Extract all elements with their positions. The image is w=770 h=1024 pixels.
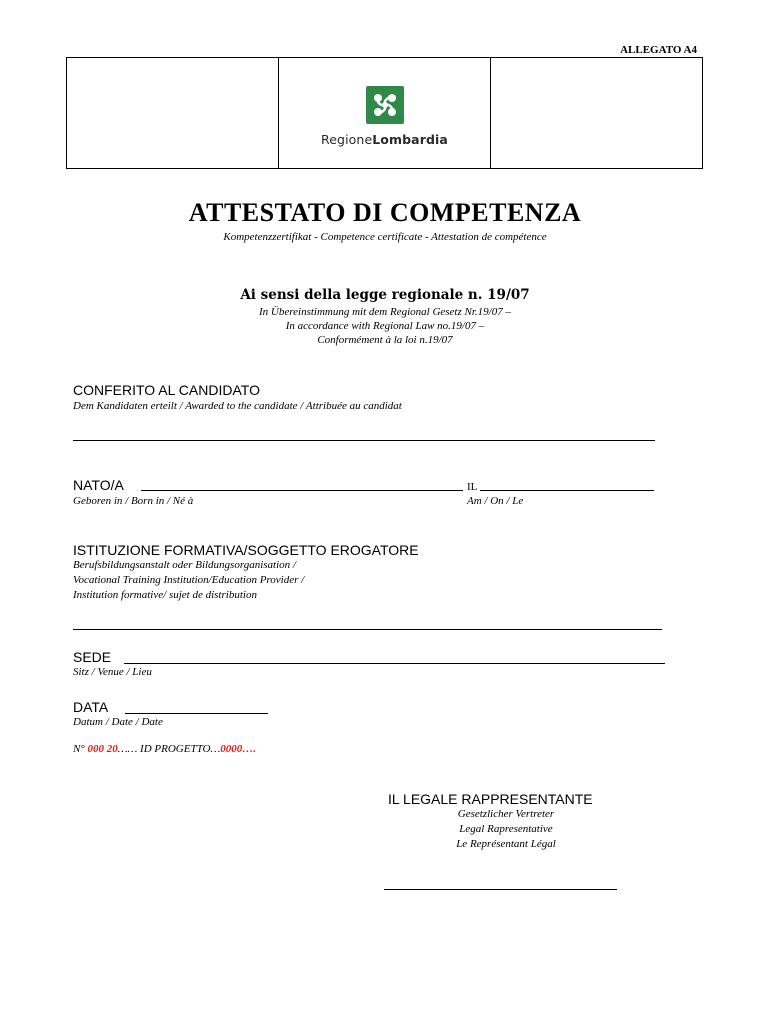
istituzione-label: ISTITUZIONE FORMATIVA/SOGGETTO EROGATORE	[73, 542, 419, 558]
header-table	[66, 57, 703, 169]
legale-note-fr: Le Représentant Légal	[456, 838, 556, 850]
page-title: ATTESTATO DI COMPETENZA	[188, 198, 582, 227]
rosa-camuna-icon	[366, 86, 404, 124]
nato-note: Geboren in / Born in / Né à	[73, 495, 194, 507]
allegato-label: ALLEGATO A4	[620, 44, 697, 56]
institution-line[interactable]	[73, 629, 662, 630]
header-cell-right	[491, 58, 702, 168]
certificate-number	[73, 743, 256, 755]
logo-wordmark	[321, 132, 448, 147]
data-line[interactable]	[125, 713, 268, 714]
sede-line[interactable]	[124, 663, 665, 664]
header-cell-center	[279, 58, 491, 168]
logo-text-bold: Lombardia	[372, 132, 448, 147]
sede-label: SEDE	[73, 649, 112, 665]
istituzione-note-en: Vocational Training Institution/Education Provider /	[73, 574, 305, 586]
logo-text-regular: Regione	[321, 132, 373, 147]
birthplace-line[interactable]	[141, 490, 463, 491]
law-line-fr: Conformément à la loi n.19/07	[317, 334, 453, 346]
data-label: DATA	[73, 699, 109, 715]
legale-label: IL LEGALE RAPPRESENTANTE	[388, 791, 593, 807]
birthdate-line[interactable]	[480, 490, 654, 491]
header-cell-left	[67, 58, 279, 168]
law-line-de: In Übereinstimmung mit dem Regional Gesetz Nr.19/07 –	[259, 306, 511, 318]
number-prefix: N°	[73, 743, 88, 755]
sede-note: Sitz / Venue / Lieu	[73, 666, 152, 678]
nato-label: NATO/A	[73, 477, 124, 493]
candidate-name-line[interactable]	[73, 440, 655, 441]
il-label: IL	[467, 481, 478, 493]
istituzione-note-fr: Institution formative/ sujet de distribution	[73, 589, 257, 601]
istituzione-note-de: Berufsbildungsanstalt oder Bildungsorganisation /	[73, 559, 296, 571]
data-note: Datum / Date / Date	[73, 716, 163, 728]
legale-note-de: Gesetzlicher Vertreter	[457, 808, 555, 820]
number-mid: …… ID PROGETTO…	[117, 743, 221, 755]
signature-line[interactable]	[384, 889, 617, 890]
legale-note-en: Legal Rapresentative	[459, 823, 553, 835]
number-value: 000 20	[87, 743, 118, 755]
law-line-en: In accordance with Regional Law no.19/07 –	[285, 320, 485, 332]
page-subtitle: Kompetenzzertifikat - Competence certificate - Attestation de compétence	[223, 231, 547, 243]
project-id-value: 0000….	[220, 743, 256, 755]
law-title: Ai sensi della legge regionale n. 19/07	[240, 287, 530, 303]
regione-lombardia-logo	[279, 86, 490, 147]
conferito-note: Dem Kandidaten erteilt / Awarded to the candidate / Attribuée au candidat	[73, 400, 402, 412]
conferito-label: CONFERITO AL CANDIDATO	[73, 382, 260, 398]
il-note: Am / On / Le	[467, 495, 524, 507]
